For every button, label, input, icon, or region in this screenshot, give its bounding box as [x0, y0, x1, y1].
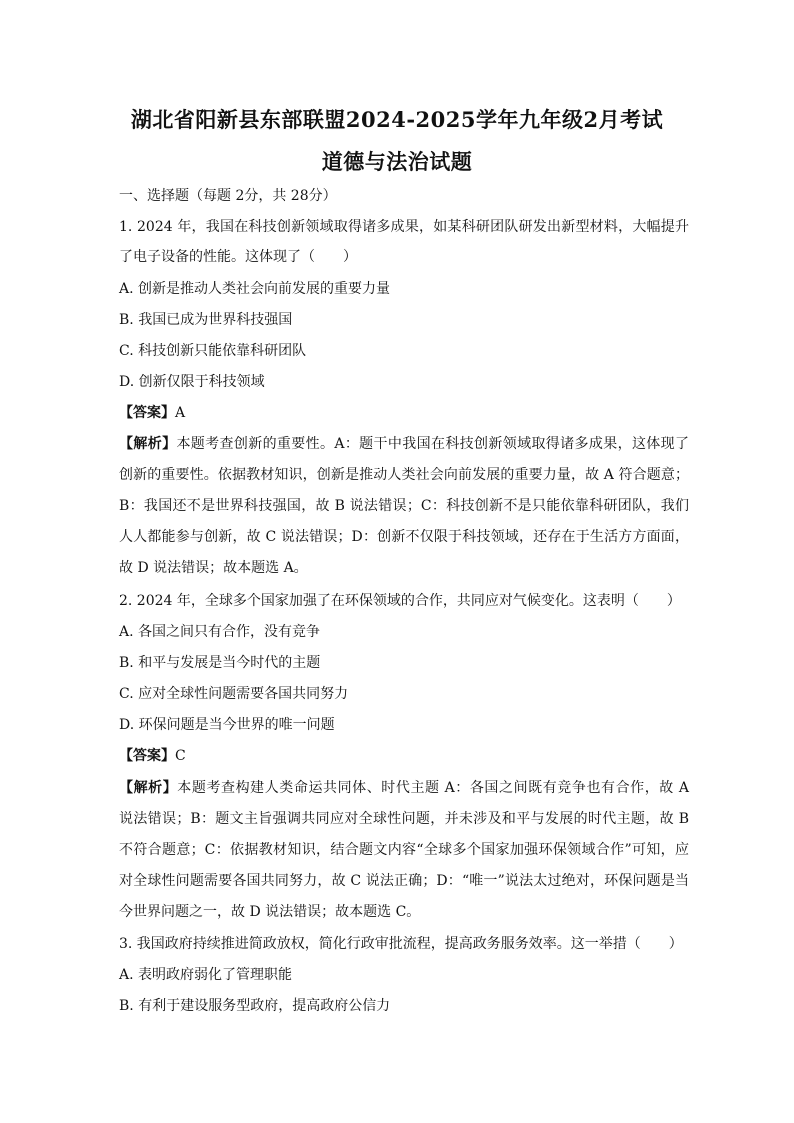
exam-title: 湖北省阳新县东部联盟2024-2025学年九年级2月考试 — [130, 107, 664, 132]
q1-analysis-line: 故 D 说法错误；故本题选 A。 — [119, 560, 308, 576]
q1-analysis-line: 人人都能参与创新，故 C 说法错误；D：创新不仅限于科技领域，还存在于生活方方面面， — [119, 529, 689, 545]
q2-option-b: B. 和平与发展是当今时代的主题 — [119, 655, 321, 671]
q1-option-d: D. 创新仅限于科技领域 — [119, 374, 265, 390]
answer-tag: 【答案】 — [119, 405, 175, 421]
q1-stem-line: 了电子设备的性能。这体现了（ ） — [119, 249, 357, 265]
q3-option-b: B. 有利于建设服务型政府，提高政府公信力 — [119, 998, 391, 1014]
analysis-tag: 【解析】 — [119, 436, 177, 452]
q3-stem-line: 3. 我国政府持续推进简政放权，简化行政审批流程，提高政务服务效率。这一举措（ ） — [119, 936, 683, 952]
answer-value: C — [175, 748, 186, 764]
analysis-text: 本题考查构建人类命运共同体、时代主题 A：各国之间既有竞争也有合作，故 A — [177, 780, 690, 796]
exam-subtitle: 道德与法治试题 — [321, 149, 473, 174]
q1-analysis-line: B：我国还不是世界科技强国，故 B 说法错误；C：科技创新不是只能依靠科研团队，我们 — [119, 498, 689, 514]
answer-tag: 【答案】 — [119, 748, 175, 764]
q2-analysis-line: 今世界问题之一，故 D 说法错误；故本题选 C。 — [119, 904, 421, 920]
q2-stem-line: 2. 2024 年，全球多个国家加强了在环保领域的合作，共同应对气候变化。这表明（ ） — [119, 593, 681, 609]
q1-stem-line: 1. 2024 年，我国在科技创新领域取得诸多成果，如某科研团队研发出新型材料，大幅提升 — [119, 219, 689, 235]
q1-analysis-line — [119, 434, 689, 454]
q2-option-a: A. 各国之间只有合作，没有竞争 — [119, 624, 321, 640]
section-heading: 一、选择题（每题 2分，共 28分） — [119, 188, 337, 204]
q1-answer — [119, 403, 689, 423]
q2-analysis-line: 不符合题意；C：依据教材知识，结合题文内容“全球多个国家加强环保领域合作”可知，应 — [119, 842, 689, 858]
q1-option-b: B. 我国已成为世界科技强国 — [119, 312, 293, 328]
q2-analysis-line — [119, 778, 689, 798]
q2-analysis-line: 说法错误；B：题文主旨强调共同应对全球性问题，并未涉及和平与发展的时代主题，故 B — [119, 811, 689, 827]
analysis-tag: 【解析】 — [119, 780, 178, 796]
analysis-text: 本题考查创新的重要性。A：题干中我国在科技创新领域取得诸多成果，这体现了 — [176, 436, 690, 452]
q1-option-c: C. 科技创新只能依靠科研团队 — [119, 343, 307, 359]
answer-value: A — [175, 405, 186, 421]
q1-analysis-line: 创新的重要性。依据教材知识，创新是推动人类社会向前发展的重要力量，故 A 符合题意； — [119, 467, 689, 483]
q2-option-c: C. 应对全球性问题需要各国共同努力 — [119, 686, 349, 702]
q2-option-d: D. 环保问题是当今世界的唯一问题 — [119, 717, 335, 733]
q2-answer — [119, 746, 689, 766]
q2-analysis-line: 对全球性问题需要各国共同努力，故 C 说法正确；D：“唯一”说法太过绝对，环保问题是当 — [119, 873, 689, 889]
q3-option-a: A. 表明政府弱化了管理职能 — [119, 967, 293, 983]
q1-option-a: A. 创新是推动人类社会向前发展的重要力量 — [119, 281, 391, 297]
